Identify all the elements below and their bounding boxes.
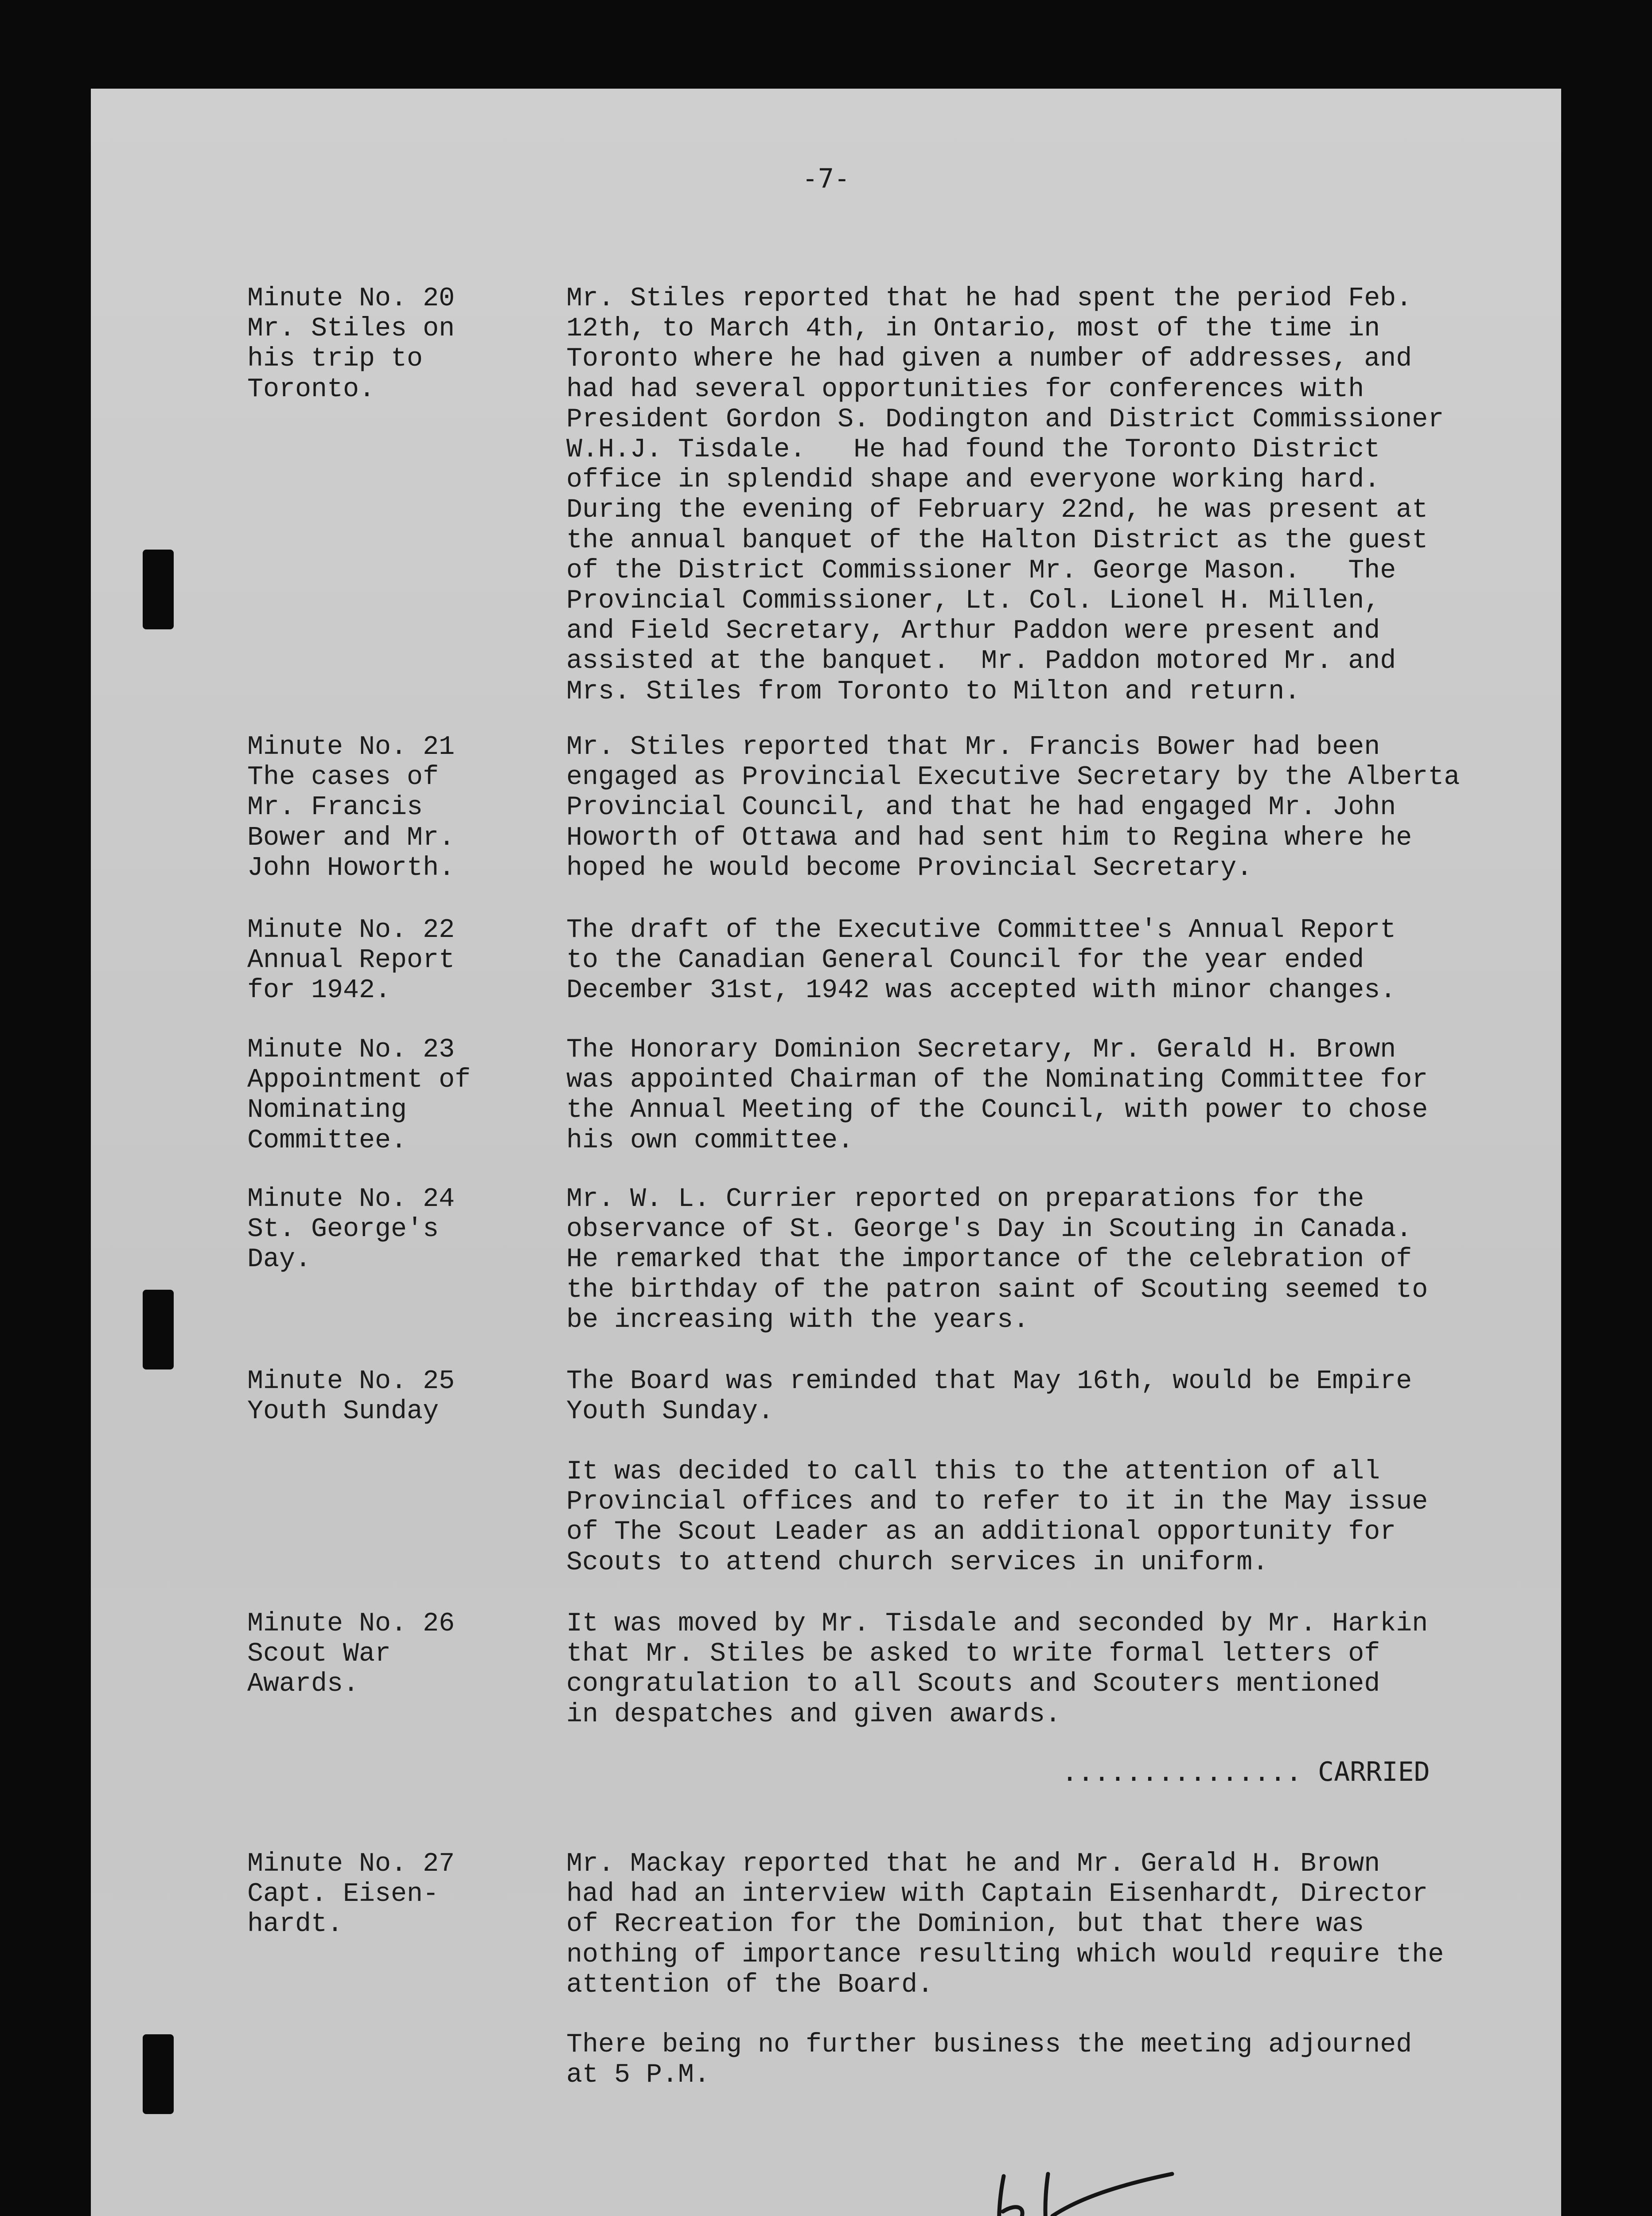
punch-hole [143, 550, 174, 629]
minute-21-heading: Minute No. 21 The cases of Mr. Francis Bower and Mr. John Howorth. [247, 732, 455, 883]
minute-23-text: The Honorary Dominion Secretary, Mr. Gerald H. Brown was appointed Chairman of the Nominating Committee for the Annual Meeting of the Council, with power to chose his own committee. [566, 1035, 1428, 1156]
minute-27-heading: Minute No. 27 Capt. Eisen- hardt. [247, 1849, 455, 1940]
minute-24-heading: Minute No. 24 St. George's Day. [247, 1184, 455, 1275]
minute-20-text: Mr. Stiles reported that he had spent the period Feb. 12th, to March 4th, in Ontario, most of the time in Toronto where he had given a number of addresses, and had had several opportunities for conferences with President Gordon S. Dodington and District Commissioner W.H.J. Tisdale. He had found the Toronto District office in splendid shape and everyone working hard. During the evening of February 22nd, he was present at the annual banquet of the Halton District as the guest of the District Commissioner Mr. George Mason. The Provincial Commissioner, Lt. Col. Lionel H. Millen, and Field Secretary, Arthur Paddon were present and assisted at the banquet. Mr. Paddon motored Mr. and Mrs. Stiles from Toronto to Milton and return. [566, 284, 1444, 707]
minute-25-text: The Board was reminded that May 16th, would be Empire Youth Sunday. [566, 1366, 1412, 1427]
punch-hole [143, 1290, 174, 1369]
minute-22-heading: Minute No. 22 Annual Report for 1942. [247, 915, 455, 1006]
minute-20-heading: Minute No. 20 Mr. Stiles on his trip to Toronto. [247, 284, 455, 405]
chairman-signature [986, 2163, 1270, 2216]
carried-line: ............... CARRIED [1062, 1756, 1430, 1787]
minute-25-heading: Minute No. 25 Youth Sunday [247, 1366, 455, 1427]
minute-24-text: Mr. W. L. Currier reported on preparations for the observance of St. George's Day in Scouting in Canada. He remarked that the importance of the celebration of the birthday of the patron saint of Scouting seemed to be increasing with the years. [566, 1184, 1428, 1335]
minute-22-text: The draft of the Executive Committee's Annual Report to the Canadian General Council for the year ended December 31st, 1942 was accepted with minor changes. [566, 915, 1396, 1006]
minute-26-text: It was moved by Mr. Tisdale and seconded by Mr. Harkin that Mr. Stiles be asked to write formal letters of congratulation to all Scouts and Scouters mentioned in despatches and given awards. [566, 1609, 1428, 1730]
page-number: -7- [802, 163, 850, 194]
minute-25-text-2: It was decided to call this to the attention of all Provincial offices and to refer to it in the May issue of The Scout Leader as an additional opportunity for Scouts to attend church services in uniform. [566, 1457, 1428, 1578]
minute-21-text: Mr. Stiles reported that Mr. Francis Bower had been engaged as Provincial Executive Secretary by the Alberta Provincial Council, and that he had engaged Mr. John Howorth of Ottawa and had sent him to Regina where he hoped he would become Provincial Secretary. [566, 732, 1460, 883]
punch-hole [143, 2034, 174, 2114]
minute-27-text: Mr. Mackay reported that he and Mr. Gerald H. Brown had had an interview with Captain Eisenhardt, Director of Recreation for the Dominion, but that there was nothing of importance resulting which would require the attention of the Board. [566, 1849, 1444, 2000]
minute-23-heading: Minute No. 23 Appointment of Nominating Committee. [247, 1035, 471, 1156]
minute-26-heading: Minute No. 26 Scout War Awards. [247, 1609, 455, 1700]
adjournment-text: There being no further business the meeting adjourned at 5 P.M. [566, 2030, 1412, 2091]
